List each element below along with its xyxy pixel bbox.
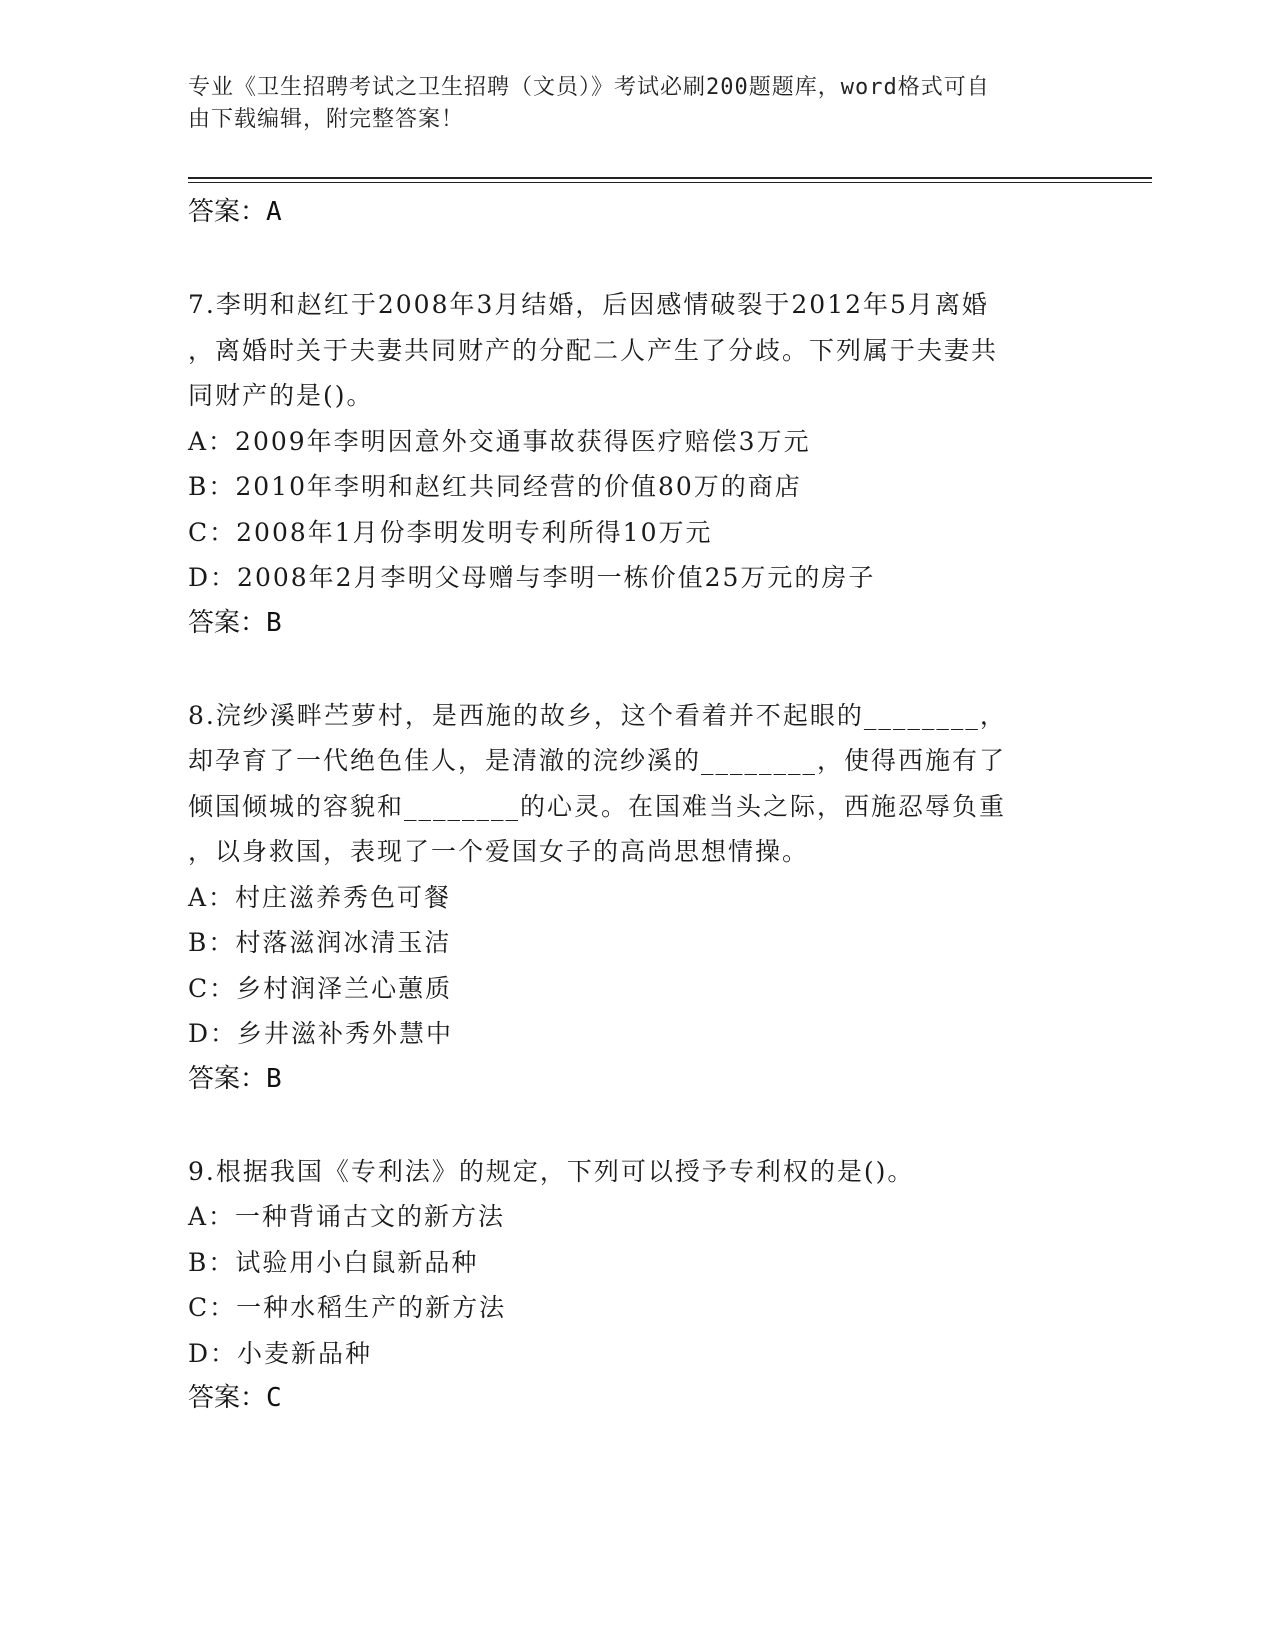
- answer: 答案：B: [188, 607, 282, 638]
- option-a: A：村庄滋养秀色可餐: [188, 882, 452, 912]
- header-rule-thin: [188, 182, 1152, 183]
- spacer: [188, 646, 1088, 693]
- header-line-2: 由下载编辑，附完整答案！: [188, 107, 465, 132]
- answer: 答案：C: [188, 1383, 282, 1413]
- header-line-1: 专业《卫生招聘考试之卫生招聘（文员）》考试必刷200题题库，word格式可自: [188, 75, 990, 100]
- question-text-line: ，以身救国，表现了一个爱国女子的高尚思想情操。: [188, 837, 810, 866]
- question-8: [188, 693, 1088, 1102]
- option-b: B：2010年李明和赵红共同经营的价值80万的商店: [188, 472, 802, 501]
- option-d: D：乡井滋补秀外慧中: [188, 1019, 454, 1048]
- option-b: B：试验用小白鼠新品种: [188, 1247, 479, 1277]
- option-b: B：村落滋润冰清玉洁: [188, 928, 452, 957]
- spacer: [188, 235, 1088, 282]
- header-rule-thick: [188, 177, 1152, 179]
- option-c: C：乡村润泽兰心蕙质: [188, 973, 453, 1003]
- question-text-line: 8.浣纱溪畔苎萝村，是西施的故乡，这个看着并不起眼的________，: [188, 700, 1007, 730]
- question-text-line: 9.根据我国《专利法》的规定，下列可以授予专利权的是()。: [188, 1156, 915, 1186]
- document-body: [188, 190, 1088, 1421]
- option-a: A：一种背诵古文的新方法: [188, 1202, 506, 1231]
- question-text-line: ，离婚时关于夫妻共同财产的分配二人产生了分歧。下列属于夫妻共: [188, 335, 999, 365]
- question-text-line: 却孕育了一代绝色佳人，是清澈的浣纱溪的________，使得西施有了: [188, 746, 1007, 775]
- spacer: [188, 1102, 1088, 1149]
- option-d: D：2008年2月李明父母赠与李明一栋价值25万元的房子: [188, 563, 876, 592]
- question-text-line: 同财产的是()。: [188, 381, 374, 410]
- option-a: A：2009年李明因意外交通事故获得医疗赔偿3万元: [188, 426, 811, 456]
- question-text-line: 倾国倾城的容貌和________的心灵。在国难当头之际，西施忍辱负重: [188, 791, 1007, 821]
- option-c: C：2008年1月份李明发明专利所得10万元: [188, 517, 713, 547]
- previous-answer: 答案：A: [188, 197, 282, 227]
- document-header: [188, 72, 1068, 136]
- option-d: D：小麦新品种: [188, 1338, 373, 1368]
- question-text-line: 7.李明和赵红于2008年3月结婚，后因感情破裂于2012年5月离婚: [188, 290, 989, 319]
- option-c: C：一种水稻生产的新方法: [188, 1293, 507, 1322]
- question-7: [188, 282, 1088, 646]
- question-9: [188, 1149, 1088, 1422]
- answer: 答案：B: [188, 1063, 282, 1094]
